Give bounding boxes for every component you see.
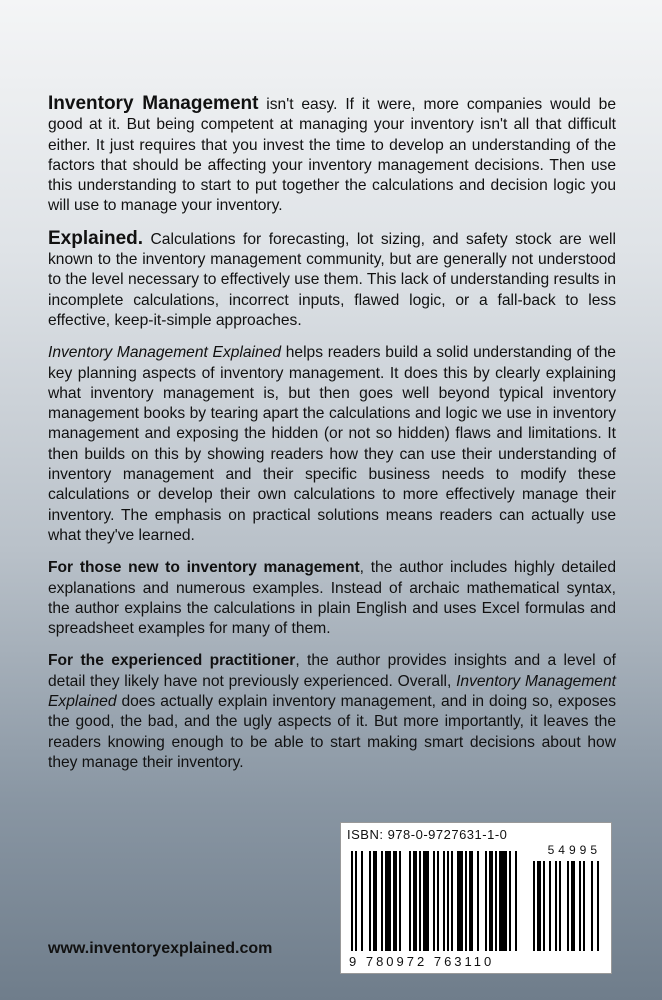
barcode-bar [457, 851, 463, 951]
intro-lead: Inventory Management [48, 93, 259, 114]
back-cover-text [48, 94, 616, 785]
ean-digits: 9 780972 763110 [349, 954, 495, 969]
barcode-graphic [349, 847, 603, 951]
overview-title: Inventory Management Explained [48, 344, 282, 362]
barcode-bar [361, 851, 363, 951]
intro-body: isn't easy. If it were, more companies would be good at it. But being competent at managing your inventory isn't all that difficult either. It just requires that you invest the time to develop an understanding of the factors that should be affecting your inventory management decisions. Then use this understanding to start to put together the calculations and decision logic you will use to manage your inventory. [48, 96, 617, 215]
barcode-addon-bar [597, 861, 599, 951]
barcode-addon-bar [533, 861, 535, 951]
barcode-bar [465, 851, 467, 951]
overview-body: helps readers build a solid understanding of the key planning aspects of inventory management. It does this by clearly explaining what inventory management is, but then goes well beyond typical inventory management books by tearing apart the calculations and logic we use in inventory management and exposing the hidden (or not so hidden) flaws and limitations. It then builds on this by showing readers how they can use their understanding of inventory management and their specific business needs to modify these calculations or develop their own calculations to more effectively manage their inventory. The emphasis on practical solutions means readers can actually use what they've learned. [48, 344, 616, 544]
barcode-addon-bar [583, 861, 585, 951]
barcode-addon-bar [571, 861, 575, 951]
barcode-addon-bar [567, 861, 569, 951]
barcode-bar [499, 851, 507, 951]
experienced-body-1: , the author provides insights and a level of detail they likely have not previously experienced. Overall, [48, 652, 616, 690]
barcode-bar [369, 851, 371, 951]
paragraph-overview [48, 343, 616, 546]
paragraph-experienced [48, 651, 616, 773]
paragraph-explained [48, 229, 616, 331]
barcode-bar [447, 851, 449, 951]
barcode-bar [477, 851, 479, 951]
experienced-body-2: does actually explain inventory management, and in doing so, exposes the good, the bad, and the ugly aspects of it. But more importantly, it leaves the readers knowing enough to be able to start making smart decisions about how they manage their inventory. [48, 693, 616, 771]
barcode-bar [469, 851, 473, 951]
barcode-addon-bar [579, 861, 581, 951]
barcode-addon-bar [555, 861, 557, 951]
barcode-bar [423, 851, 429, 951]
barcode-bar [443, 851, 445, 951]
price-code: 54995 [547, 843, 601, 857]
barcode-addon-bar [543, 861, 545, 951]
barcode-bar [485, 851, 487, 951]
experienced-lead: For the experienced practitioner [48, 652, 296, 670]
explained-lead: Explained. [48, 227, 144, 249]
barcode-bar [495, 851, 497, 951]
barcode-bar [433, 851, 435, 951]
barcode-bar [451, 851, 453, 951]
new-users-lead: For those new to inventory management [48, 559, 360, 577]
barcode-bar [373, 851, 377, 951]
isbn-barcode-box [340, 822, 612, 974]
paragraph-new-users [48, 558, 616, 639]
barcode-bar [385, 851, 391, 951]
paragraph-intro [48, 94, 616, 217]
new-users-body: , the author includes highly detailed explanations and numerous examples. Instead of archaic mathematical syntax, the author explains the calculations in plain English and uses Excel formulas and spreadsheet examples for many of them. [48, 559, 617, 638]
website-url: www.inventoryexplained.com [48, 940, 273, 957]
explained-body: Calculations for forecasting, lot sizing, and safety stock are well known to the inventory management community, but are generally not understood to the level necessary to effectively use them. This lack of understanding results in incomplete calculations, incorrect inputs, flawed logic, or a fall-back to less effective, keep-it-simple approaches. [48, 230, 616, 329]
barcode-bar [515, 851, 517, 951]
barcode-bar [409, 851, 411, 951]
barcode-addon-bar [549, 861, 551, 951]
barcode-bar [399, 851, 401, 951]
barcode-addon-bar [559, 861, 561, 951]
barcode-addon-bar [591, 861, 593, 951]
barcode-bar [489, 851, 493, 951]
barcode-bar [413, 851, 417, 951]
barcode-bar [393, 851, 397, 951]
barcode-bar [509, 851, 511, 951]
barcode-bar [437, 851, 439, 951]
experienced-title: Inventory Management Explained [48, 672, 616, 711]
barcode-bar [355, 851, 357, 951]
barcode-bar [419, 851, 421, 951]
barcode-bar [381, 851, 383, 951]
isbn-label: ISBN: 978-0-9727631-1-0 [347, 827, 508, 842]
barcode-addon-bar [537, 861, 541, 951]
barcode-bar [351, 851, 353, 951]
